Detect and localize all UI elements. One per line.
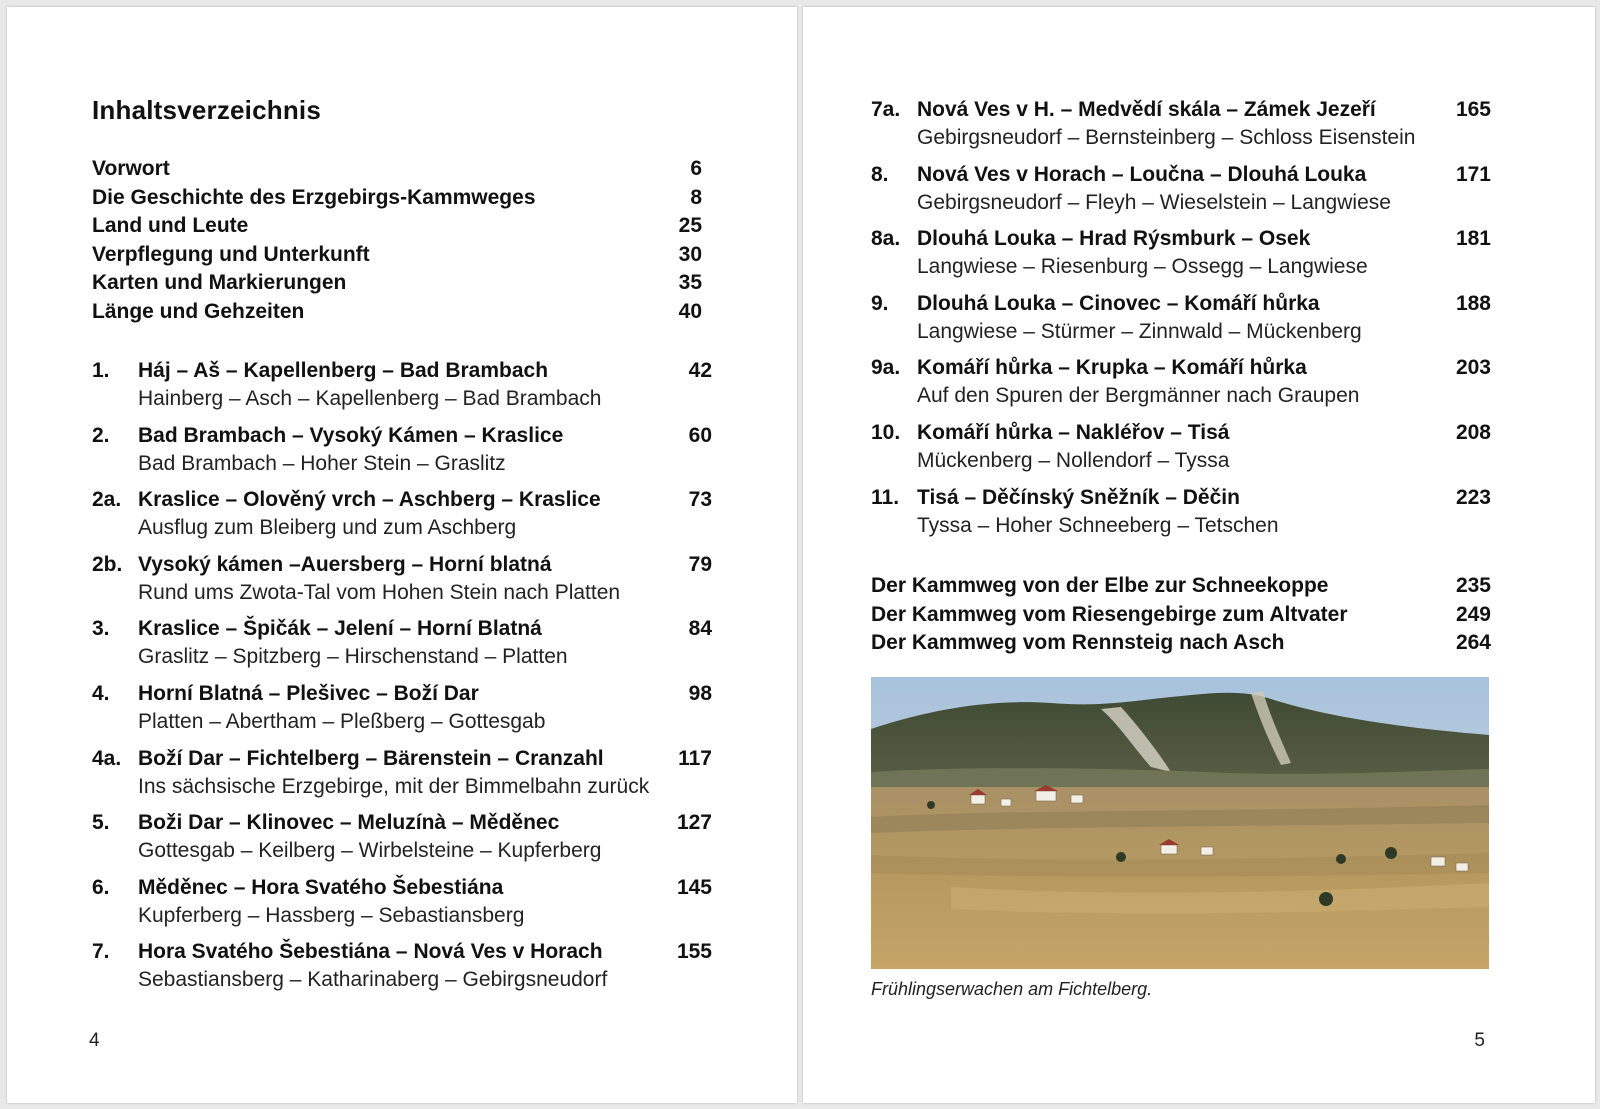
toc-entry-page: 249 <box>1455 602 1491 626</box>
chapter-page: 42 <box>688 359 712 382</box>
chapter-page: 203 <box>1455 356 1491 380</box>
chapter-title: Komáří hůrka – Krupka – Komáří hůrka <box>917 356 1307 380</box>
chapter-subtitle: Langwiese – Stürmer – Zinnwald – Mückenberg <box>917 319 1362 343</box>
chapter-page: 155 <box>676 940 712 964</box>
chapter-page: 79 <box>688 552 712 576</box>
page-title: Inhaltsverzeichnis <box>92 95 322 125</box>
toc-entry-title: Die Geschichte des Erzgebirgs-Kammweges <box>92 185 536 209</box>
chapter-subtitle: Kupferberg – Hassberg – Sebastiansberg <box>138 903 525 927</box>
toc-entry-page: 6 <box>690 157 702 180</box>
chapter-subtitle: Platten – Abertham – Pleßberg – Gottesgab <box>138 709 546 733</box>
chapter-title: Kraslice – Špičák – Jelení – Horní Blatná <box>138 617 542 641</box>
chapter-title: Vysoký kámen –Auersberg – Horní blatná <box>138 552 552 576</box>
chapter-title: Horní Blatná – Plešivec – Boží Dar <box>138 681 479 705</box>
chapter-page: 98 <box>688 681 712 705</box>
toc-entry-page: 8 <box>690 185 702 209</box>
chapter-entry <box>871 290 1491 355</box>
chapter-title: Boži Dar – Klinovec – Meluzínà – Měděnec <box>138 811 560 835</box>
page-number: 4 <box>89 1030 100 1051</box>
chapter-number: 4. <box>92 681 110 705</box>
chapter-title: Komáří hůrka – Nakléřov – Tisá <box>917 420 1230 444</box>
left-page <box>7 7 797 1103</box>
chapter-title: Tisá – Děčínský Sněžník – Děčin <box>917 485 1240 509</box>
chapter-entry <box>92 745 712 810</box>
toc-entry-page: 25 <box>678 214 702 237</box>
chapter-subtitle: Bad Brambach – Hoher Stein – Graslitz <box>138 451 506 475</box>
chapter-entry <box>871 354 1491 419</box>
chapter-entry <box>92 874 712 939</box>
chapter-entry <box>92 357 712 422</box>
chapter-page: 171 <box>1455 162 1491 186</box>
page-number: 5 <box>1474 1030 1485 1051</box>
chapter-subtitle: Ins sächsische Erzgebirge, mit der Bimmelbahn zurück <box>138 774 650 798</box>
chapter-number: 1. <box>92 359 110 382</box>
toc-entry-page: 264 <box>1455 631 1491 654</box>
chapter-entry <box>92 809 712 874</box>
chapter-page: 127 <box>676 811 712 835</box>
toc-entry <box>871 601 1491 630</box>
chapter-page: 208 <box>1455 420 1491 444</box>
chapter-page: 165 <box>1455 98 1491 121</box>
chapter-subtitle: Rund ums Zwota-Tal vom Hohen Stein nach Platten <box>138 580 621 604</box>
chapter-title: Bad Brambach – Vysoký Kámen – Kraslice <box>138 423 564 447</box>
toc-entry <box>92 241 702 270</box>
chapter-number: 4a. <box>92 746 122 770</box>
chapter-number: 9. <box>871 291 889 315</box>
chapter-number: 2a. <box>92 488 122 512</box>
chapter-entry <box>871 484 1491 549</box>
appendix-list <box>871 572 1491 658</box>
toc-entry <box>92 212 702 241</box>
chapter-entry <box>92 422 712 487</box>
chapter-entry <box>871 161 1491 226</box>
chapter-list-left <box>92 357 712 1003</box>
chapter-entry <box>92 615 712 680</box>
chapter-subtitle: Mückenberg – Nollendorf – Tyssa <box>917 448 1230 472</box>
photo-caption: Frühlingserwachen am Fichtelberg. <box>871 979 1153 999</box>
chapter-page: 84 <box>688 617 712 641</box>
chapter-title: Háj – Aš – Kapellenberg – Bad Brambach <box>138 359 549 382</box>
toc-entry-title: Der Kammweg von der Elbe zur Schneekoppe <box>871 574 1329 597</box>
chapter-subtitle: Gottesgab – Keilberg – Wirbelsteine – Kupferberg <box>138 839 602 863</box>
chapter-number: 2b. <box>92 552 123 576</box>
chapter-subtitle: Gebirgsneudorf – Bernsteinberg – Schloss Eisenstein <box>917 126 1416 149</box>
chapter-subtitle: Sebastiansberg – Katharinaberg – Gebirgsneudorf <box>138 968 608 992</box>
chapter-entry <box>871 96 1491 161</box>
chapter-title: Nová Ves v H. – Medvědí skála – Zámek Jezeří <box>917 98 1376 121</box>
chapter-page: 73 <box>688 488 712 512</box>
chapter-list-right <box>871 96 1491 548</box>
chapter-subtitle: Tyssa – Hoher Schneeberg – Tetschen <box>917 513 1279 537</box>
toc-entry-title: Vorwort <box>92 157 170 180</box>
chapter-number: 10. <box>871 420 901 444</box>
toc-entry <box>871 629 1491 658</box>
landscape-photo <box>871 677 1489 969</box>
chapter-page: 145 <box>676 875 712 899</box>
toc-entry <box>92 298 702 327</box>
chapter-page: 60 <box>688 423 712 447</box>
chapter-number: 2. <box>92 423 110 447</box>
chapter-subtitle: Langwiese – Riesenburg – Ossegg – Langwiese <box>917 255 1368 279</box>
chapter-page: 223 <box>1455 485 1491 509</box>
chapter-title: Boží Dar – Fichtelberg – Bärenstein – Cranzahl <box>138 746 604 770</box>
chapter-entry <box>92 551 712 616</box>
toc-entry-title: Karten und Markierungen <box>92 271 347 294</box>
toc-entry <box>92 269 702 298</box>
chapter-subtitle: Hainberg – Asch – Kapellenberg – Bad Brambach <box>138 387 602 410</box>
toc-entry <box>92 184 702 213</box>
toc-entry <box>871 572 1491 601</box>
chapter-number: 7. <box>92 940 110 964</box>
chapter-number: 8. <box>871 162 889 186</box>
intro-list <box>92 155 702 326</box>
chapter-number: 7a. <box>871 98 901 121</box>
toc-entry-title: Länge und Gehzeiten <box>92 299 305 323</box>
chapter-page: 117 <box>678 746 712 770</box>
toc-entry-page: 35 <box>678 271 702 294</box>
chapter-entry <box>871 419 1491 484</box>
chapter-title: Dlouhá Louka – Hrad Rýsmburk – Osek <box>917 227 1311 251</box>
chapter-page: 188 <box>1455 291 1491 315</box>
chapter-subtitle: Graslitz – Spitzberg – Hirschenstand – Platten <box>138 645 568 669</box>
toc-entry-title: Land und Leute <box>92 214 249 237</box>
chapter-page: 181 <box>1455 227 1491 251</box>
toc-entry-title: Der Kammweg vom Rennsteig nach Asch <box>871 631 1285 654</box>
chapter-subtitle: Auf den Spuren der Bergmänner nach Graupen <box>917 384 1360 408</box>
right-page <box>803 7 1595 1103</box>
chapter-number: 3. <box>92 617 110 641</box>
toc-entry-page: 235 <box>1455 574 1491 597</box>
toc-entry-page: 40 <box>678 299 702 323</box>
chapter-number: 11. <box>871 485 900 509</box>
chapter-entry <box>92 938 712 1003</box>
toc-entry <box>92 155 702 184</box>
fichtelberg-photo-illustration <box>871 677 1489 969</box>
chapter-number: 9a. <box>871 356 901 380</box>
toc-entry-title: Der Kammweg vom Riesengebirge zum Altvater <box>871 602 1348 626</box>
chapter-subtitle: Gebirgsneudorf – Fleyh – Wieselstein – Langwiese <box>917 190 1391 214</box>
chapter-title: Nová Ves v Horach – Loučna – Dlouhá Louka <box>917 162 1367 186</box>
chapter-number: 6. <box>92 875 110 899</box>
chapter-title: Měděnec – Hora Svatého Šebestiána <box>138 875 504 899</box>
chapter-entry <box>871 225 1491 290</box>
toc-entry-page: 30 <box>678 242 702 266</box>
chapter-title: Hora Svatého Šebestiána – Nová Ves v Horach <box>138 940 603 964</box>
toc-entry-title: Verpflegung und Unterkunft <box>92 242 370 266</box>
chapter-entry <box>92 680 712 745</box>
chapter-subtitle: Ausflug zum Bleiberg und zum Aschberg <box>138 516 517 540</box>
chapter-entry <box>92 486 712 551</box>
chapter-number: 5. <box>92 811 110 835</box>
chapter-title: Dlouhá Louka – Cinovec – Komáří hůrka <box>917 291 1320 315</box>
chapter-title: Kraslice – Olověný vrch – Aschberg – Kraslice <box>138 488 601 512</box>
chapter-number: 8a. <box>871 227 901 251</box>
